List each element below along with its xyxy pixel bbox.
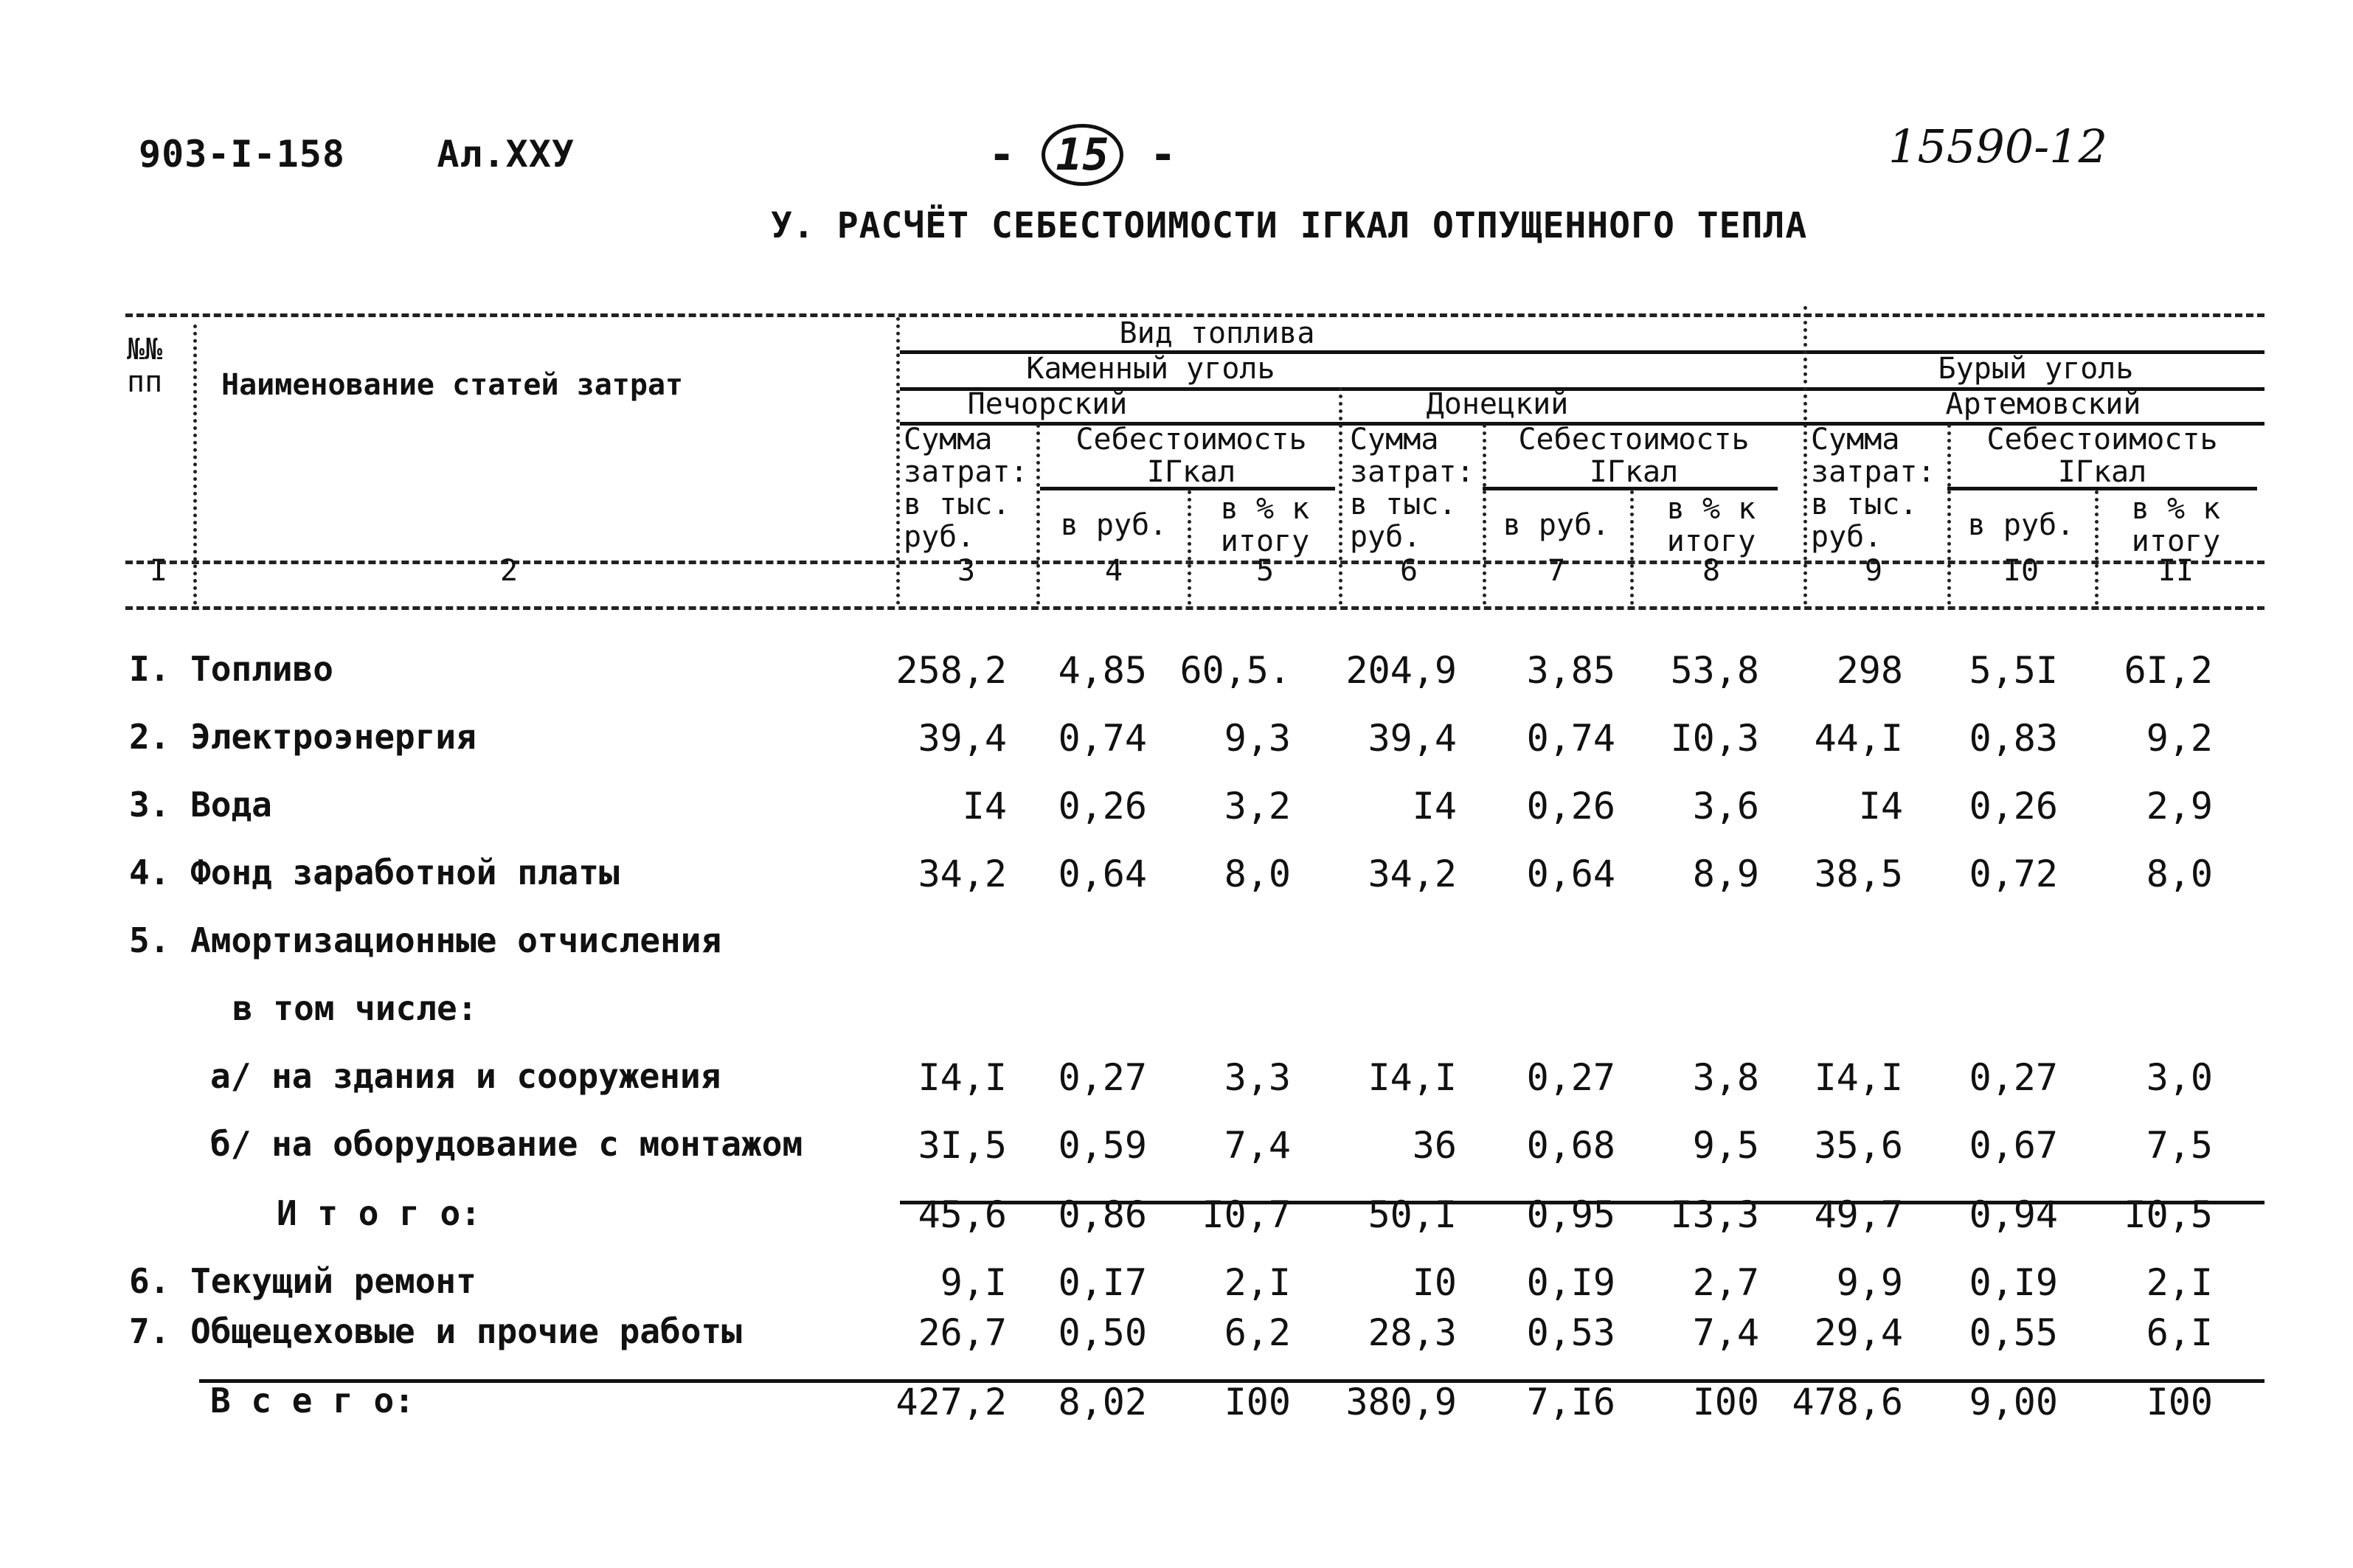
col-separator-2	[896, 317, 900, 605]
cell-value: 3,3	[1224, 1056, 1291, 1099]
cell-value: 36	[1412, 1124, 1457, 1167]
pct-total-header-3: в % к итогу	[2131, 492, 2221, 558]
cell-value: 478,6	[1792, 1381, 1903, 1423]
cell-value: 0,64	[1058, 853, 1147, 895]
cell-value: 0,74	[1526, 717, 1615, 760]
page-prefix: -	[988, 129, 1016, 181]
cell-value: 0,74	[1058, 717, 1147, 760]
document-code-line	[139, 133, 575, 176]
doc-code: 903-I-158	[139, 133, 345, 176]
cost-gcal-header-1: Себестоимость IГкал	[1075, 423, 1307, 489]
table-row	[0, 1124, 2353, 1183]
cell-value: 0,26	[1526, 785, 1615, 828]
cell-value: I00	[1224, 1381, 1291, 1423]
col-separator-7	[1630, 490, 1634, 605]
cell-value: 34,2	[1368, 853, 1457, 895]
cell-value: 49,7	[1814, 1193, 1903, 1236]
cell-value: I0,7	[1202, 1193, 1291, 1236]
cell-value: 9,3	[1224, 717, 1291, 760]
cell-value: 3I,5	[918, 1124, 1007, 1167]
cell-value: 0,27	[1058, 1056, 1147, 1099]
sum-costs-header-1: Сумма затрат: в тыс. руб.	[904, 423, 1028, 554]
cell-value: 0,95	[1526, 1193, 1615, 1236]
row-label: I. Топливо	[129, 649, 333, 689]
cell-value: 427,2	[895, 1381, 1007, 1423]
cell-value: 50,I	[1368, 1193, 1457, 1236]
col-num-7: 7	[1547, 554, 1566, 588]
table-row	[0, 649, 2353, 708]
in-rub-header-2: в руб.	[1503, 508, 1610, 542]
row-label: В с е г о:	[210, 1381, 415, 1420]
cell-value: 0,27	[1526, 1056, 1615, 1099]
cell-value: 34,2	[918, 853, 1007, 895]
pct-total-header-2: в % к итогу	[1666, 492, 1756, 558]
cell-value: 5,5I	[1969, 649, 2058, 692]
table-row	[0, 1056, 2353, 1115]
col-num-6: 6	[1399, 554, 1418, 588]
subtotal-rule	[900, 1201, 2264, 1204]
cell-value: 45,6	[918, 1193, 1007, 1236]
row-label: а/ на здания и сооружения	[210, 1056, 721, 1096]
col-separator-5	[1339, 387, 1342, 605]
col-name-header: Наименование статей затрат	[221, 368, 684, 402]
cell-value: 380,9	[1345, 1381, 1457, 1423]
cell-value: I4,I	[1814, 1056, 1903, 1099]
album-number: Ал.XXУ	[437, 133, 575, 176]
cell-value: 3,85	[1526, 649, 1615, 692]
page-title: У. РАСЧЁТ СЕБЕСТОИМОСТИ IГКАЛ ОТПУЩЕННОГО ТЕПЛА	[771, 205, 1808, 246]
cell-value: 6,I	[2146, 1311, 2213, 1354]
page-number-block	[988, 124, 1176, 186]
cell-value: I00	[2146, 1381, 2213, 1423]
cell-value: 9,I	[940, 1261, 1007, 1304]
sum-costs-header-2: Сумма затрат: в тыс. руб.	[1350, 423, 1474, 554]
cell-value: 53,8	[1670, 649, 1759, 692]
cell-value: I0	[1412, 1261, 1457, 1304]
cell-value: 39,4	[1368, 717, 1457, 760]
total-rule	[199, 1379, 2264, 1383]
page-number: 15	[1042, 124, 1123, 186]
cell-value: 7,5	[2146, 1124, 2213, 1167]
row-label: 5. Амортизационные отчисления	[129, 920, 722, 960]
cell-value: 3,0	[2146, 1056, 2213, 1099]
col-separator-3	[1036, 424, 1040, 605]
col-number-header: №№ пп	[127, 333, 163, 399]
cell-value: 29,4	[1814, 1311, 1903, 1354]
cell-value: I4	[962, 785, 1007, 828]
table-row	[0, 920, 2353, 979]
cell-value: I4,I	[1368, 1056, 1457, 1099]
archive-number: 15590-12	[1888, 119, 2108, 173]
cell-value: 9,2	[2146, 717, 2213, 760]
cell-value: 6I,2	[2124, 649, 2213, 692]
cost-gcal-header-2: Себестоимость IГкал	[1518, 423, 1750, 489]
cell-value: 0,72	[1969, 853, 2058, 895]
col-separator-6	[1483, 424, 1486, 605]
cell-value: 0,26	[1058, 785, 1147, 828]
table-row	[0, 1311, 2353, 1370]
cell-value: I0,3	[1670, 717, 1759, 760]
cell-value: 204,9	[1345, 649, 1457, 692]
col-num-4: 4	[1104, 554, 1123, 588]
header-col-number-line	[125, 561, 2264, 564]
cell-value: I4	[1412, 785, 1457, 828]
header-bottom-line	[125, 606, 2264, 610]
col-separator-9	[1947, 424, 1951, 605]
col-num-5: 5	[1255, 554, 1275, 588]
cell-value: 9,9	[1836, 1261, 1903, 1304]
col-num-11: II	[2158, 554, 2194, 588]
cell-value: 7,I6	[1526, 1381, 1615, 1423]
row-label: 2. Электроэнергия	[129, 717, 477, 757]
col-separator-8	[1803, 306, 1807, 605]
row-label: в том числе:	[232, 988, 478, 1028]
cell-value: 2,I	[1224, 1261, 1291, 1304]
col-num-1: I	[149, 554, 168, 588]
cell-value: I4	[1858, 785, 1903, 828]
cell-value: 4,85	[1058, 649, 1147, 692]
cell-value: 35,6	[1814, 1124, 1903, 1167]
row-label: 4. Фонд заработной платы	[129, 853, 620, 892]
row-label: 3. Вода	[129, 785, 272, 825]
table-row	[0, 717, 2353, 776]
col-separator-10	[2095, 490, 2099, 605]
cell-value: I0,5	[2124, 1193, 2213, 1236]
pct-total-header-1: в % к итогу	[1220, 492, 1310, 558]
cell-value: 9,5	[1692, 1124, 1759, 1167]
cell-value: 0,I9	[1526, 1261, 1615, 1304]
cell-value: 39,4	[918, 717, 1007, 760]
artemovsky-header: Артемовский	[1945, 387, 2141, 421]
cell-value: 8,9	[1692, 853, 1759, 895]
fuel-type-header: Вид топлива	[1119, 316, 1315, 350]
cell-value: 0,27	[1969, 1056, 2058, 1099]
row-label: б/ на оборудование с монтажом	[210, 1124, 803, 1164]
sum-costs-header-3: Сумма затрат: в тыс. руб.	[1811, 423, 1936, 554]
pechorsky-header: Печорский	[967, 387, 1128, 421]
table-row	[0, 853, 2353, 912]
cell-value: 3,8	[1692, 1056, 1759, 1099]
cell-value: 0,64	[1526, 853, 1615, 895]
cell-value: I4,I	[918, 1056, 1007, 1099]
col-num-10: I0	[2003, 554, 2040, 588]
brown-coal-header: Бурый уголь	[1938, 352, 2134, 386]
cell-value: 3,2	[1224, 785, 1291, 828]
cell-value: 0,I7	[1058, 1261, 1147, 1304]
page-suffix: -	[1149, 129, 1176, 181]
row-label: 7. Общецеховые и прочие работы	[129, 1311, 742, 1351]
cell-value: 7,4	[1692, 1311, 1759, 1354]
col-num-8: 8	[1702, 554, 1721, 588]
col-separator-4	[1188, 490, 1191, 605]
cell-value: 28,3	[1368, 1311, 1457, 1354]
in-rub-header-3: в руб.	[1967, 508, 2075, 542]
cell-value: 0,86	[1058, 1193, 1147, 1236]
cell-value: 0,59	[1058, 1124, 1147, 1167]
cell-value: 26,7	[918, 1311, 1007, 1354]
cell-value: 8,0	[2146, 853, 2213, 895]
col-num-2: 2	[499, 554, 519, 588]
cell-value: 2,9	[2146, 785, 2213, 828]
in-rub-header-1: в руб.	[1060, 508, 1168, 542]
cell-value: 0,I9	[1969, 1261, 2058, 1304]
table-row	[0, 785, 2353, 844]
table-row	[0, 988, 2353, 1047]
cell-value: 0,94	[1969, 1193, 2058, 1236]
cell-value: 8,02	[1058, 1381, 1147, 1423]
cell-value: 0,26	[1969, 785, 2058, 828]
cell-value: 8,0	[1224, 853, 1291, 895]
table-row	[0, 1381, 2353, 1440]
cell-value: I3,3	[1670, 1193, 1759, 1236]
col-num-9: 9	[1864, 554, 1883, 588]
col-separator-1	[193, 325, 197, 605]
cell-value: 7,4	[1224, 1124, 1291, 1167]
cell-value: 9,00	[1969, 1381, 2058, 1423]
cell-value: 6,2	[1224, 1311, 1291, 1354]
cell-value: 0,53	[1526, 1311, 1615, 1354]
cell-value: 2,I	[2146, 1261, 2213, 1304]
cell-value: 298	[1836, 649, 1903, 692]
cell-value: 3,6	[1692, 785, 1759, 828]
cost-gcal-header-3: Себестоимость IГкал	[1986, 423, 2218, 489]
cell-value: 258,2	[895, 649, 1007, 692]
cell-value: 44,I	[1814, 717, 1903, 760]
cell-value: 38,5	[1814, 853, 1903, 895]
donetsky-header: Донецкий	[1426, 387, 1569, 421]
hard-coal-header: Каменный уголь	[1026, 352, 1275, 386]
cell-value: 0,68	[1526, 1124, 1615, 1167]
row-label: 6. Текущий ремонт	[129, 1261, 477, 1301]
cell-value: 0,83	[1969, 717, 2058, 760]
cell-value: I00	[1692, 1381, 1759, 1423]
cell-value: 0,67	[1969, 1124, 2058, 1167]
cell-value: 0,55	[1969, 1311, 2058, 1354]
cell-value: 60,5.	[1179, 649, 1291, 692]
cell-value: 2,7	[1692, 1261, 1759, 1304]
row-label: И т о г о:	[277, 1193, 481, 1233]
col-num-3: 3	[957, 554, 976, 588]
cell-value: 0,50	[1058, 1311, 1147, 1354]
